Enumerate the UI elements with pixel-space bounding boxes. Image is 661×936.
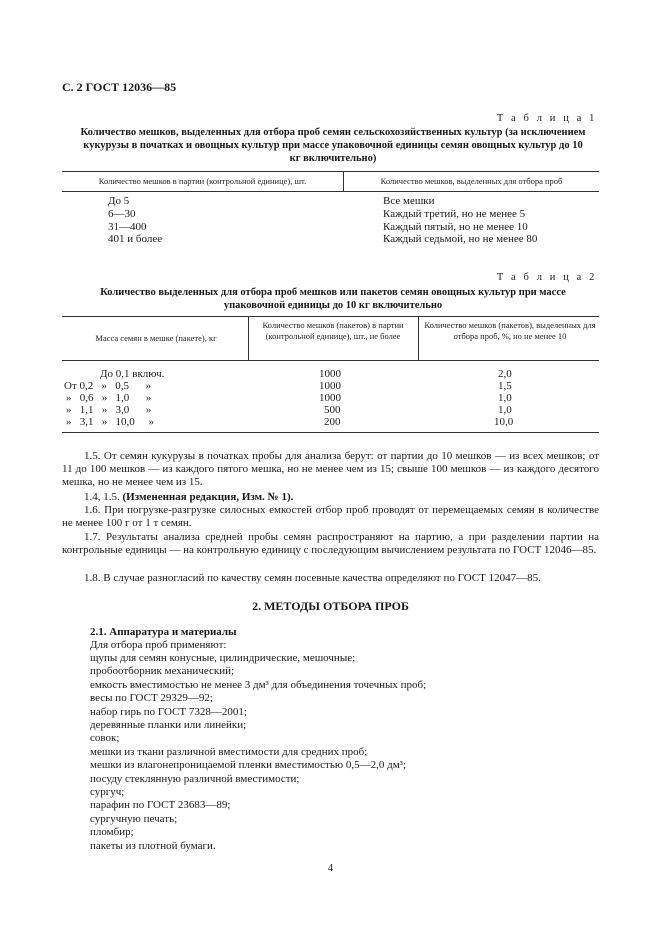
list-item: пломбир; <box>90 826 134 839</box>
list-item: посуду стеклянную различной вместимости; <box>90 772 300 785</box>
table1-caption: Т а б л и ц а 1 <box>496 113 597 124</box>
list-item: емкость вместимостью не менее 3 дм³ для объединения точечных проб; <box>90 678 427 691</box>
table2-cell: 1000 <box>319 392 341 404</box>
table2-cell: » 3,1 » 10,0 » <box>66 416 154 428</box>
list-item: весы по ГОСТ 29329—92; <box>90 692 213 705</box>
list-item: мешки из влагонепроницаемой пленки вместимостью 0,5—2,0 дм³; <box>90 759 407 772</box>
page-header: С. 2 ГОСТ 12036—85 <box>62 80 177 94</box>
paragraph-1-5: 1.5. От семян кукурузы в початках пробы для анализа берут: от партии до 10 мешков — из всех мешков; от 11 до 100 мешков — из каждого пятого мешка, но не менее чем из 15; свыше 100 мешков — из каждого десятого мешка, но не менее чем из 15. <box>62 450 599 489</box>
table2-column-divider-2 <box>418 316 419 360</box>
list-item: сургуч; <box>90 786 125 799</box>
table1-cell: Каждый седьмой, но не менее 80 <box>383 233 538 245</box>
list-item: пакеты из плотной бумаги. <box>90 839 216 852</box>
table2-cell: 500 <box>324 404 341 416</box>
table1-cell: Каждый третий, но не менее 5 <box>383 208 526 220</box>
list-item: сургучную печать; <box>90 812 178 825</box>
paragraph-amendment <box>62 491 599 504</box>
list-intro: Для отбора проб применяют: <box>90 639 227 651</box>
table2-cell: » 1,1 » 3,0 » <box>66 404 152 416</box>
table1-cell: Каждый пятый, но не менее 10 <box>383 221 528 233</box>
paragraph-1-7: 1.7. Результаты анализа средней пробы семян распространяют на партию, а при разделении партии на контрольные единицы — на контрольную единицу с последующим вычислением результата по ГОСТ 12046—85. <box>62 531 599 557</box>
list-item: деревянные планки или линейки; <box>90 719 247 732</box>
table1-title: Количество мешков, выделенных для отбора проб семян сельскохозяйственных культур (за исключением кукурузы в початках и овощных культур при массе упаковочной единицы семян овощных культур до 10 кг включительно) <box>80 127 586 164</box>
table2-header-col1: Масса семян в мешке (пакете), кг <box>95 333 217 343</box>
table2-cell: 1,0 <box>498 392 512 404</box>
table2-bottom-rule <box>62 432 599 433</box>
table2-cell: 200 <box>324 416 341 428</box>
table1-cell: Все мешки <box>383 195 435 207</box>
list-item: щупы для семян конусные, цилиндрические, мешочные; <box>90 652 356 664</box>
table2-cell: 2,0 <box>498 368 512 380</box>
table2-header-rule <box>62 360 599 361</box>
table2-caption: Т а б л и ц а 2 <box>496 272 597 283</box>
list-item: набор гирь по ГОСТ 7328—2001; <box>90 705 247 718</box>
amendment-clause-ref: 1.4, 1.5. <box>84 491 123 503</box>
list-item: пробоотборник механический; <box>90 665 235 678</box>
table2-column-divider-1 <box>248 316 249 360</box>
table1-cell: До 5 <box>108 195 130 207</box>
equipment-list <box>90 652 426 853</box>
table2-cell: 1,5 <box>498 380 512 392</box>
table1-cell: 31—400 <box>108 221 147 233</box>
table2-header-col2: Количество мешков (пакетов) в партии (контрольной единице), шт., не более <box>262 320 404 341</box>
amendment-note: (Измененная редакция, Изм. № 1). <box>122 491 294 503</box>
list-item: совок; <box>90 732 120 745</box>
paragraph-1-8: 1.8. В случае разногласий по качеству семян посевные качества определяют по ГОСТ 12047—85. <box>84 572 541 584</box>
table2-cell: До 0,1 включ. <box>100 368 165 380</box>
table2-cell: 1000 <box>319 368 341 380</box>
table2-header-col3: Количество мешков (пакетов), выделенных для отбора проб, %, но не менее 10 <box>424 320 596 341</box>
table1-header-col1: Количество мешков в партии (контрольной единице), шт. <box>98 176 307 186</box>
table2-cell: 10,0 <box>494 416 514 428</box>
section-title: 2. МЕТОДЫ ОТБОРА ПРОБ <box>252 599 409 613</box>
table2-cell: 1000 <box>319 380 341 392</box>
paragraph-1-6: 1.6. При погрузке-разгрузке силосных емкостей отбор проб проводят от перемещаемых семян в количестве не менее 100 г от 1 т семян. <box>62 504 599 530</box>
page-number: 4 <box>327 862 334 874</box>
list-item: парафин по ГОСТ 23683—89; <box>90 799 231 812</box>
table2-cell: От 0,2 » 0,5 » <box>64 380 152 392</box>
table1-cell: 401 и более <box>108 233 163 245</box>
table2-cell: 1,0 <box>498 404 512 416</box>
list-item: мешки из ткани различной вместимости для средних проб; <box>90 745 368 758</box>
table1-header-col2: Количество мешков, выделенных для отбора проб <box>380 176 563 186</box>
table1-cell: 6—30 <box>108 208 136 220</box>
table1-header-rule <box>62 191 599 192</box>
table1-top-rule <box>62 171 599 172</box>
table2-title: Количество выделенных для отбора проб мешков или пакетов семян овощных культур при массе упаковочной единицы до 10 кг включительно <box>100 287 566 311</box>
table2-top-rule <box>62 316 599 317</box>
subsection-title: 2.1. Аппаратура и материалы <box>90 626 237 638</box>
table2-cell: » 0,6 » 1,0 » <box>66 392 152 404</box>
